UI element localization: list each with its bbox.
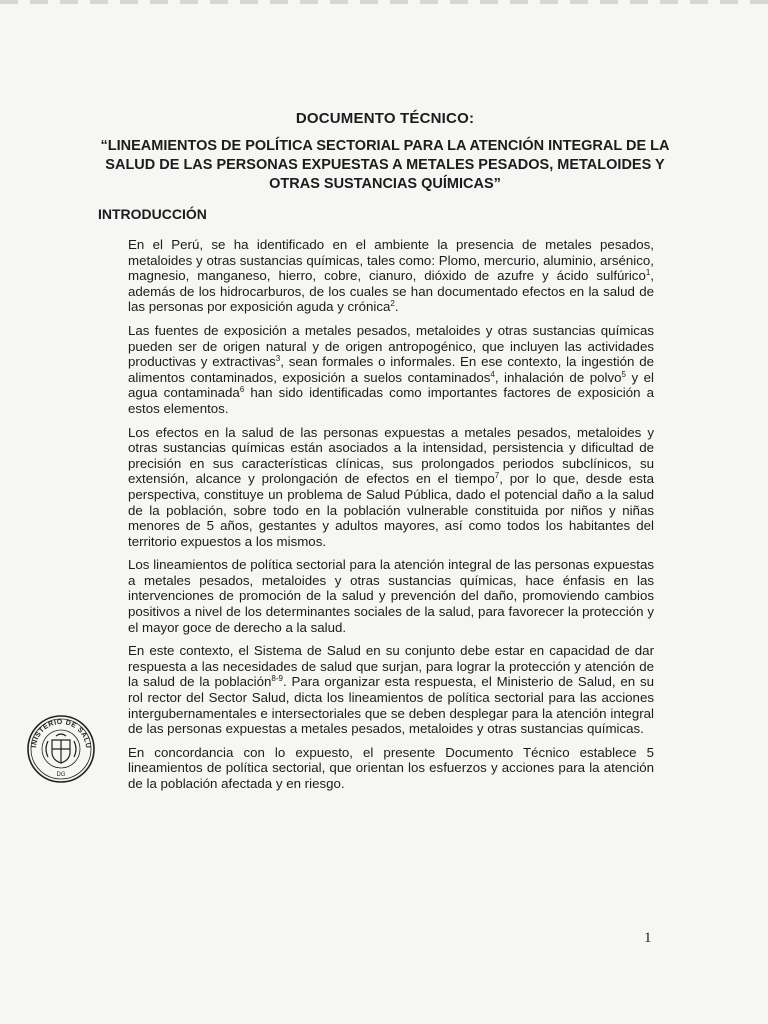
- title-block: [80, 110, 690, 194]
- paragraph-text: .: [394, 299, 399, 315]
- paragraph: [128, 643, 654, 737]
- paragraph: [128, 237, 654, 315]
- document-title: DOCUMENTO TÉCNICO:: [295, 110, 475, 127]
- svg-text:MINISTERIO DE SALUD: [26, 714, 91, 749]
- scan-artifact: [0, 0, 768, 4]
- paragraph-text: , inhalación de polvo: [494, 369, 622, 385]
- paragraph-text: , sean formales o informales. En ese contexto, la ingestión de alimentos contaminados, exposición a suelos contaminados: [128, 354, 654, 385]
- document-subtitle: “LINEAMIENTOS DE POLÍTICA SECTORIAL PARA LA ATENCIÓN INTEGRAL DE LA SALUD DE LAS PERSONAS EXPUESTAS A METALES PESADOS, METALOIDES Y OTRAS SUSTANCIAS QUÍMICAS”: [100, 138, 670, 192]
- paragraph-text: Las fuentes de exposición a metales pesados, metaloides y otras sustancias químicas pueden ser de origen natural y de origen antropogénico, que incluyen las actividades productivas y extractivas: [128, 322, 654, 370]
- coat-of-arms-seal-icon: [26, 714, 96, 784]
- paragraph-text: y el agua contaminada: [128, 369, 654, 401]
- paragraph-text: . Para organizar esta respuesta, el Ministerio de Salud, en su rol rector del Sector Salud, dicta los lineamientos de política sectorial para las acciones intergubernamentales e intersectoriales que se deben desplegar para la atención integral de las personas expuestas a metales pesados, metaloides y otras sustancias químicas.: [128, 674, 655, 737]
- paragraph-text: han sido identificadas como importantes factores de exposición a estos elementos.: [128, 385, 654, 416]
- paragraph-text: , por lo que, desde esta perspectiva, constituye un problema de Salud Pública, dado el potencial daño a la salud de la población, sobre todo en la población vulnerable constituida por niños y niñas menores de 5 años, gestantes y adultos mayores, así como todos los habitantes del territorio expuestos a los mismos.: [128, 471, 654, 549]
- footnote-marker: 6: [239, 385, 245, 395]
- paragraph-text: Los lineamientos de política sectorial para la atención integral de las personas expuestas a metales pesados, metaloides y otras sustancias químicas, hace énfasis en las intervenciones de promoción de la salud y prevención del daño, promoviendo cambios positivos a nivel de los determinantes sociales de la salud, para favorecer la protección y el mayor goce de derecho a la salud.: [128, 557, 654, 635]
- footnote-marker: 8-9: [271, 674, 283, 684]
- footnote-marker: 3: [275, 354, 281, 364]
- paragraph-text: En este contexto, el Sistema de Salud en su conjunto debe estar en capacidad de dar respuesta a las necesidades de salud que surjan, para lograr la protección y atención de la salud de la población: [128, 643, 654, 690]
- paragraph-text: Los efectos en la salud de las personas expuestas a metales pesados, metaloides y otras sustancias químicas están asociados a la intensidad, persistencia y dificultad de precisión en sus características clínicas, sus prolongados periodos subclínicos, su extensión, alcance y prolongación de efectos en el tiempo: [128, 424, 654, 487]
- footnote-marker: 7: [494, 471, 500, 481]
- seal-initials: DG: [56, 772, 66, 778]
- footnote-marker: 2: [390, 299, 395, 309]
- section-heading: INTRODUCCIÓN: [98, 206, 207, 222]
- paragraph-text: En concordancia con lo expuesto, el presente Documento Técnico establece 5 lineamientos de política sectorial, que orientan los esfuerzos y acciones para la atención de la población afectada y en riesgo.: [128, 744, 654, 791]
- footnote-marker: 4: [490, 369, 495, 379]
- footnote-marker: 5: [621, 369, 626, 379]
- page-number: 1: [644, 930, 652, 946]
- paragraph: [128, 745, 654, 792]
- footnote-marker: 1: [645, 268, 651, 278]
- paragraph: [128, 425, 654, 550]
- paragraph: [128, 323, 654, 417]
- seal-text: INISTERIO DE SALU: [31, 718, 92, 749]
- introduction-body: [128, 237, 654, 800]
- paragraph-text: En el Perú, se ha identificado en el ambiente la presencia de metales pesados, metaloides y otras sustancias químicas, tales como: Plomo, mercurio, aluminio, arsénico, magnesio, manganeso, hierro, cobre, cianuro, dióxido de azufre y ácido sulfúrico: [128, 237, 654, 284]
- paragraph: [128, 557, 654, 635]
- paragraph-text: , además de los hidrocarburos, de los cuales se han documentado efectos en la salud de las personas por exposición aguda y crónica: [128, 268, 654, 315]
